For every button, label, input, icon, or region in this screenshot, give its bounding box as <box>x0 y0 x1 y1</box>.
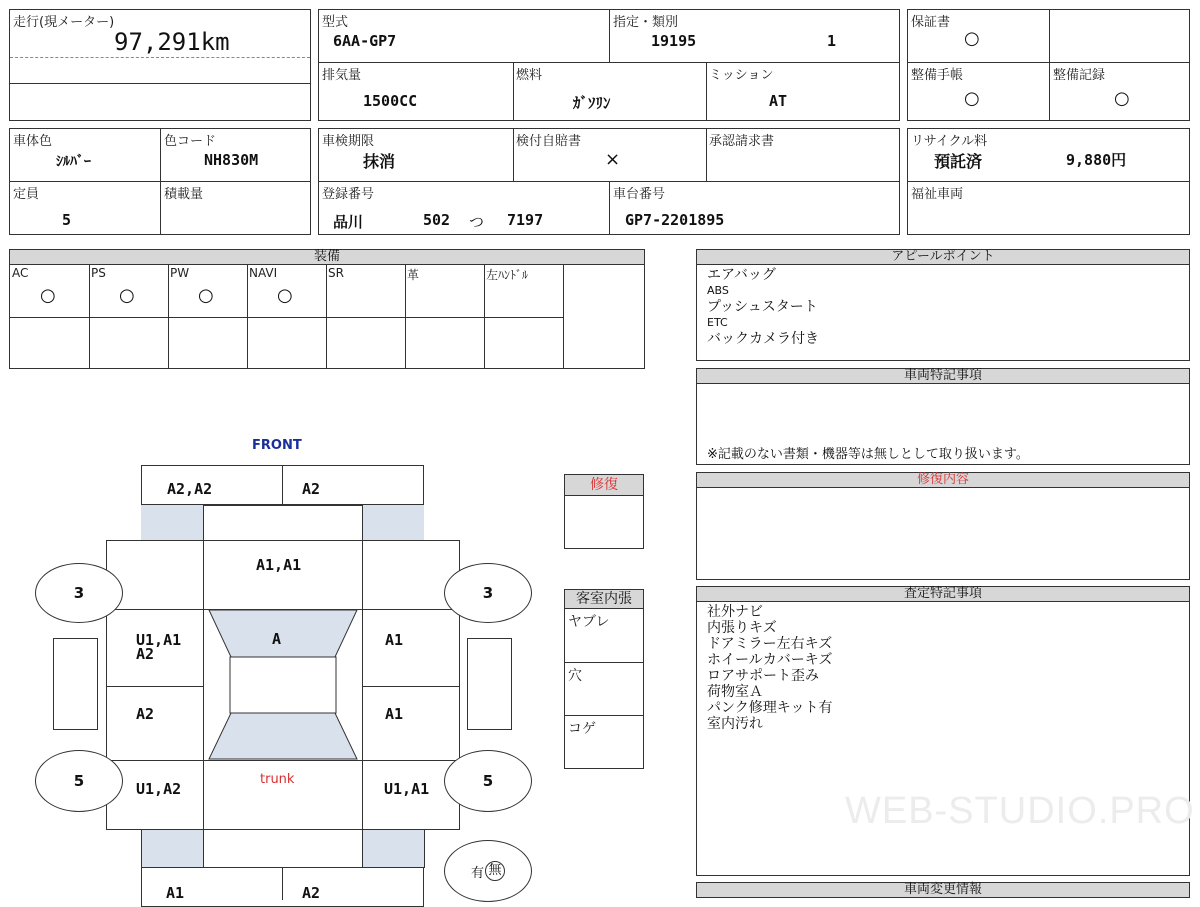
repair-header: 修復 <box>564 474 644 496</box>
interior-item-1: ヤブレ <box>568 614 610 630</box>
interior-box <box>564 608 644 769</box>
equipment-label-7: 左ﾊﾝﾄﾞﾙ <box>486 268 529 282</box>
maintenance-book-value: ○ <box>964 88 980 109</box>
spare-absent-label: 無 <box>485 861 505 881</box>
glass-area <box>203 609 363 761</box>
front-left-pillar <box>141 505 203 541</box>
appeal-line-1: エアバッグ <box>707 267 776 283</box>
capacity-value: 5 <box>62 211 72 229</box>
appeal-line-5: バックカメラ付き <box>707 331 819 347</box>
transmission-label: ミッション <box>709 68 774 83</box>
tire-front-right: 3 <box>444 563 532 623</box>
hood-damage: A1,A1 <box>256 556 302 574</box>
rear-right-door-damage: A1 <box>385 705 404 723</box>
appeal-header: アピールポイント <box>696 249 1190 265</box>
color-label: 車体色 <box>13 134 53 149</box>
displacement-label: 排気量 <box>322 68 362 83</box>
interior-item-3: コゲ <box>568 721 596 737</box>
approval-label: 承認請求書 <box>709 134 775 149</box>
designation-value-2: 1 <box>827 32 837 50</box>
front-left-fender-damage-2: A2 <box>136 645 155 663</box>
rear-right-pillar <box>362 830 425 868</box>
equipment-value-3: ○ <box>198 285 214 306</box>
assessment-line-6: 荷物室Ａ <box>707 684 763 700</box>
equipment-header: 装備 <box>9 249 645 265</box>
windshield-damage: A <box>272 630 282 648</box>
front-right-fender-damage: A1 <box>385 631 404 649</box>
assessment-line-5: ロアサポート歪み <box>707 668 819 684</box>
tire-rear-left: 5 <box>35 750 123 812</box>
assessment-box <box>696 601 1190 876</box>
color-code-value: NH830M <box>204 151 259 169</box>
assessment-line-7: パンク修理キット有 <box>707 700 833 716</box>
recycle-amount: 9,880円 <box>1066 151 1127 169</box>
spare-tire-oval <box>444 840 532 902</box>
spare-present-label: 有 <box>470 865 484 881</box>
recycle-box <box>907 128 1190 235</box>
rear-left-pillar <box>141 830 204 868</box>
maintenance-record-label: 整備記録 <box>1053 68 1106 83</box>
load-label: 積載量 <box>164 187 204 202</box>
vehicle-notes-text: ※記載のない書類・機器等は無しとして取り扱います。 <box>707 447 1029 462</box>
registration-kana: つ <box>469 213 485 231</box>
equipment-value-2: ○ <box>119 285 135 306</box>
warranty-label: 保証書 <box>911 15 951 30</box>
assessment-line-8: 室内汚れ <box>707 716 763 732</box>
welfare-label: 福祉車両 <box>911 187 964 202</box>
repair-content-header: 修復内容 <box>696 472 1190 488</box>
capacity-label: 定員 <box>13 187 40 202</box>
insurance-value: × <box>605 149 621 170</box>
equipment-label-6: 革 <box>407 268 420 282</box>
insurance-label: 検付自賠書 <box>516 134 582 149</box>
assessment-header: 査定特記事項 <box>696 586 1190 602</box>
equipment-value-4: ○ <box>277 285 293 306</box>
right-side-panel <box>467 638 512 730</box>
assessment-line-2: 内張りキズ <box>707 620 777 636</box>
appeal-box <box>696 264 1190 361</box>
mileage-label: 走行(現メーター) <box>13 15 115 30</box>
registration-box <box>318 128 900 235</box>
vehicle-notes-header: 車両特記事項 <box>696 368 1190 384</box>
assessment-line-4: ホイールカバーキズ <box>707 652 833 668</box>
recycle-label: リサイクル料 <box>911 134 988 149</box>
designation-label: 指定・類別 <box>613 15 679 30</box>
tire-rear-right: 5 <box>444 750 532 812</box>
front-bumper-left-damage: A2,A2 <box>167 480 213 498</box>
front-right-pillar <box>362 505 424 541</box>
interior-header: 客室内張 <box>564 589 644 609</box>
interior-item-2: 穴 <box>568 668 582 684</box>
displacement-value: 1500CC <box>363 92 418 110</box>
chassis-value: GP7-2201895 <box>625 211 725 229</box>
registration-class: 502 <box>423 211 451 229</box>
equipment-label-4: NAVI <box>249 266 278 280</box>
inspection-label: 車検期限 <box>322 134 375 149</box>
mileage-box <box>9 9 311 121</box>
color-code-label: 色コード <box>164 134 217 149</box>
equipment-label-2: PS <box>91 266 106 280</box>
rear-bumper-right-damage: A2 <box>302 884 321 902</box>
equipment-label-5: SR <box>328 266 344 280</box>
rear-left-quarter-damage: U1,A2 <box>136 780 182 798</box>
front-left-fender-damage: U1,A1 <box>136 631 182 649</box>
registration-number: 7197 <box>507 211 544 229</box>
watermark: WEB-STUDIO.PRO <box>845 790 1195 832</box>
registration-region: 品川 <box>333 213 364 231</box>
spec-box-1 <box>318 9 900 121</box>
front-label: FRONT <box>252 438 302 453</box>
equipment-value-1: ○ <box>40 285 56 306</box>
appeal-line-3: プッシュスタート <box>707 299 818 315</box>
color-box <box>9 128 311 235</box>
equipment-table <box>9 264 645 369</box>
model-label: 型式 <box>322 15 349 30</box>
rear-right-quarter-damage: U1,A1 <box>384 780 430 798</box>
front-bumper-right-damage: A2 <box>302 480 321 498</box>
trunk-label: trunk <box>260 772 295 787</box>
warranty-value: ○ <box>964 28 980 49</box>
color-value: ｼﾙﾊﾞｰ <box>56 154 91 170</box>
left-side-panel <box>53 638 98 730</box>
assessment-line-3: ドアミラー左右キズ <box>707 636 833 652</box>
designation-value-1: 19195 <box>651 32 697 50</box>
registration-label: 登録番号 <box>322 187 375 202</box>
equipment-label-1: AC <box>12 266 29 280</box>
rear-left-door-damage: A2 <box>136 705 155 723</box>
tire-front-left: 3 <box>35 563 123 623</box>
mileage-value: 97,291km <box>114 28 230 56</box>
assessment-line-1: 社外ナビ <box>707 604 763 620</box>
rear-bumper-left-damage: A1 <box>166 884 185 902</box>
repair-box <box>564 495 644 549</box>
appeal-line-2: ABS <box>707 284 729 297</box>
warranty-box <box>907 9 1190 121</box>
appeal-line-4: ETC <box>707 316 728 329</box>
change-info-header: 車両変更情報 <box>696 882 1190 898</box>
recycle-status: 預託済 <box>934 152 983 171</box>
vehicle-notes-box <box>696 383 1190 465</box>
fuel-label: 燃料 <box>516 68 543 83</box>
fuel-value: ｶﾞｿﾘﾝ <box>573 94 611 112</box>
maintenance-book-label: 整備手帳 <box>911 68 964 83</box>
transmission-value: AT <box>769 92 788 110</box>
repair-content-box <box>696 487 1190 580</box>
model-value: 6AA-GP7 <box>333 32 397 50</box>
chassis-label: 車台番号 <box>613 187 666 202</box>
equipment-label-3: PW <box>170 266 190 280</box>
inspection-value: 抹消 <box>363 152 396 171</box>
maintenance-record-value: ○ <box>1114 88 1130 109</box>
